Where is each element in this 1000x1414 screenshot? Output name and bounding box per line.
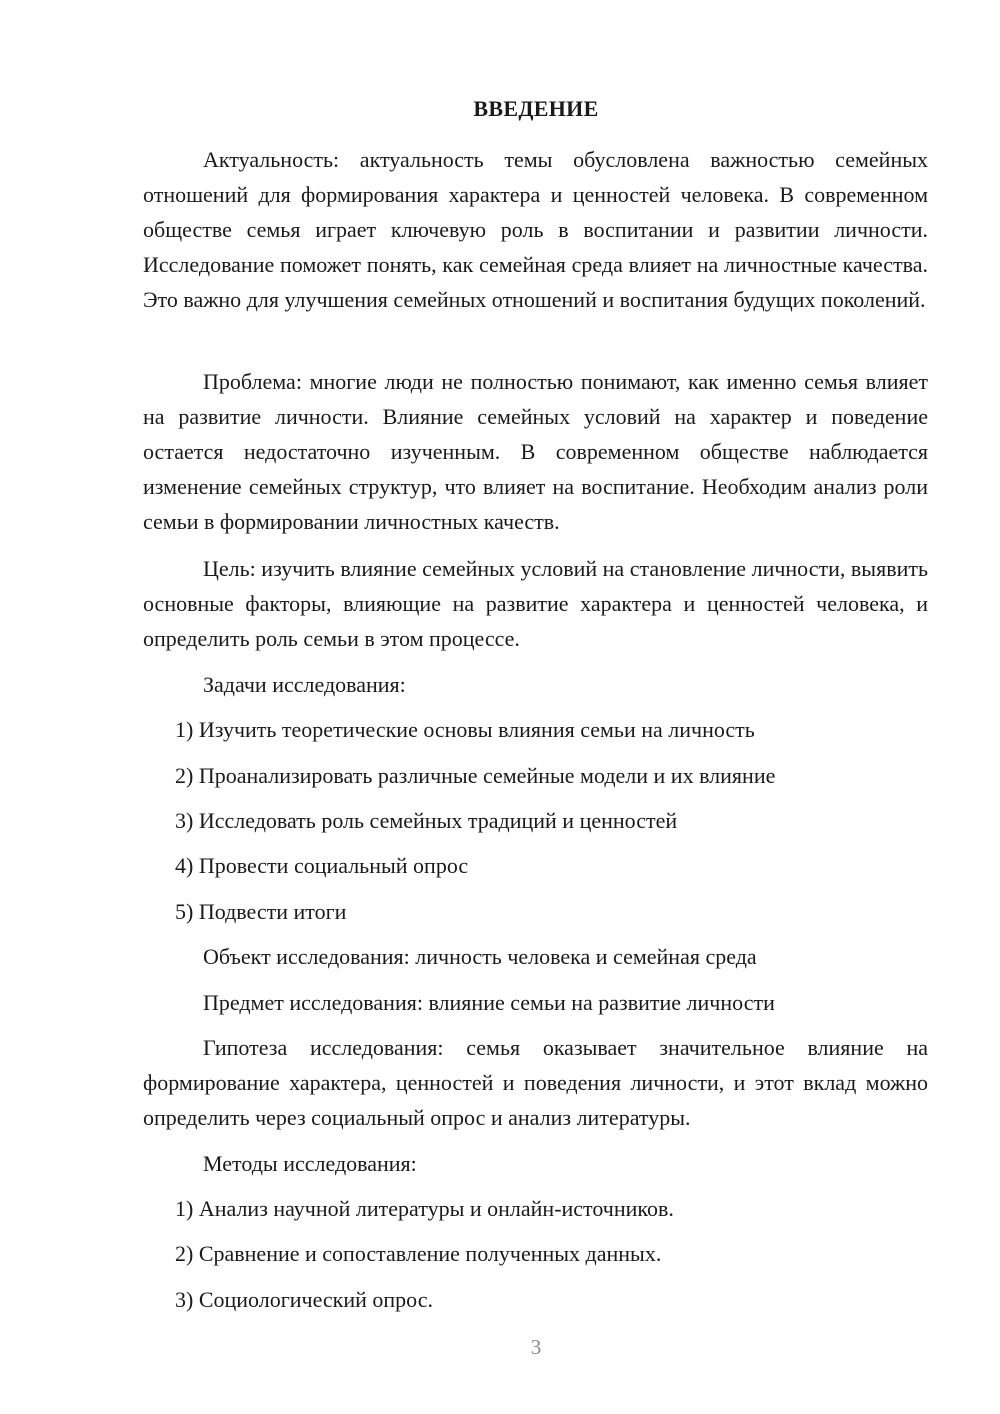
goal-text: Цель: изучить влияние семейных условий на становление личности, выявить основные факторы, влияющие на развитие характера и ценностей человека, и определить роль семьи в этом процессе. <box>143 556 928 651</box>
research-subject: Предмет исследования: влияние семьи на развитие личности <box>203 990 775 1015</box>
relevance-paragraph <box>143 142 928 317</box>
method-item-2: 2) Сравнение и сопоставление полученных данных. <box>175 1241 662 1266</box>
page-title: ВВЕДЕНИЕ <box>473 96 599 121</box>
problem-paragraph <box>143 364 928 539</box>
problem-text: Проблема: многие люди не полностью понимают, как именно семья влияет на развитие личности. Влияние семейных условий на характер и поведение остается недостаточно изученным. В современном обществе наблюдается изменение семейных структур, что влияет на воспитание. Необходим анализ роли семьи в формировании личностных качеств. <box>143 369 928 534</box>
research-object: Объект исследования: личность человека и семейная среда <box>203 944 757 969</box>
task-item-4: 4) Провести социальный опрос <box>175 853 469 878</box>
method-item-3: 3) Социологический опрос. <box>175 1287 433 1312</box>
goal-paragraph <box>143 551 928 656</box>
method-item-1: 1) Анализ научной литературы и онлайн-источников. <box>175 1196 674 1221</box>
task-item-5: 5) Подвести итоги <box>175 899 347 924</box>
task-item-2: 2) Проанализировать различные семейные модели и их влияние <box>175 763 776 788</box>
task-item-1: 1) Изучить теоретические основы влияния семьи на личность <box>175 717 755 742</box>
hypothesis-paragraph <box>143 1030 928 1135</box>
relevance-text: Актуальность: актуальность темы обусловлена важностью семейных отношений для формирования характера и ценностей человека. В современном обществе семья играет ключевую роль в воспитании и развитии личности. Исследование поможет понять, как семейная среда влияет на личностные качества. Это важно для улучшения семейных отношений и воспитания будущих поколений. <box>143 147 928 312</box>
tasks-heading: Задачи исследования: <box>203 672 406 697</box>
hypothesis-text: Гипотеза исследования: семья оказывает значительное влияние на формирование характера, ценностей и поведения личности, и этот вклад можно определить через социальный опрос и анализ литературы. <box>143 1035 928 1130</box>
methods-heading: Методы исследования: <box>203 1151 417 1176</box>
page-number: 3 <box>530 1335 542 1359</box>
task-item-3: 3) Исследовать роль семейных традиций и ценностей <box>175 808 678 833</box>
